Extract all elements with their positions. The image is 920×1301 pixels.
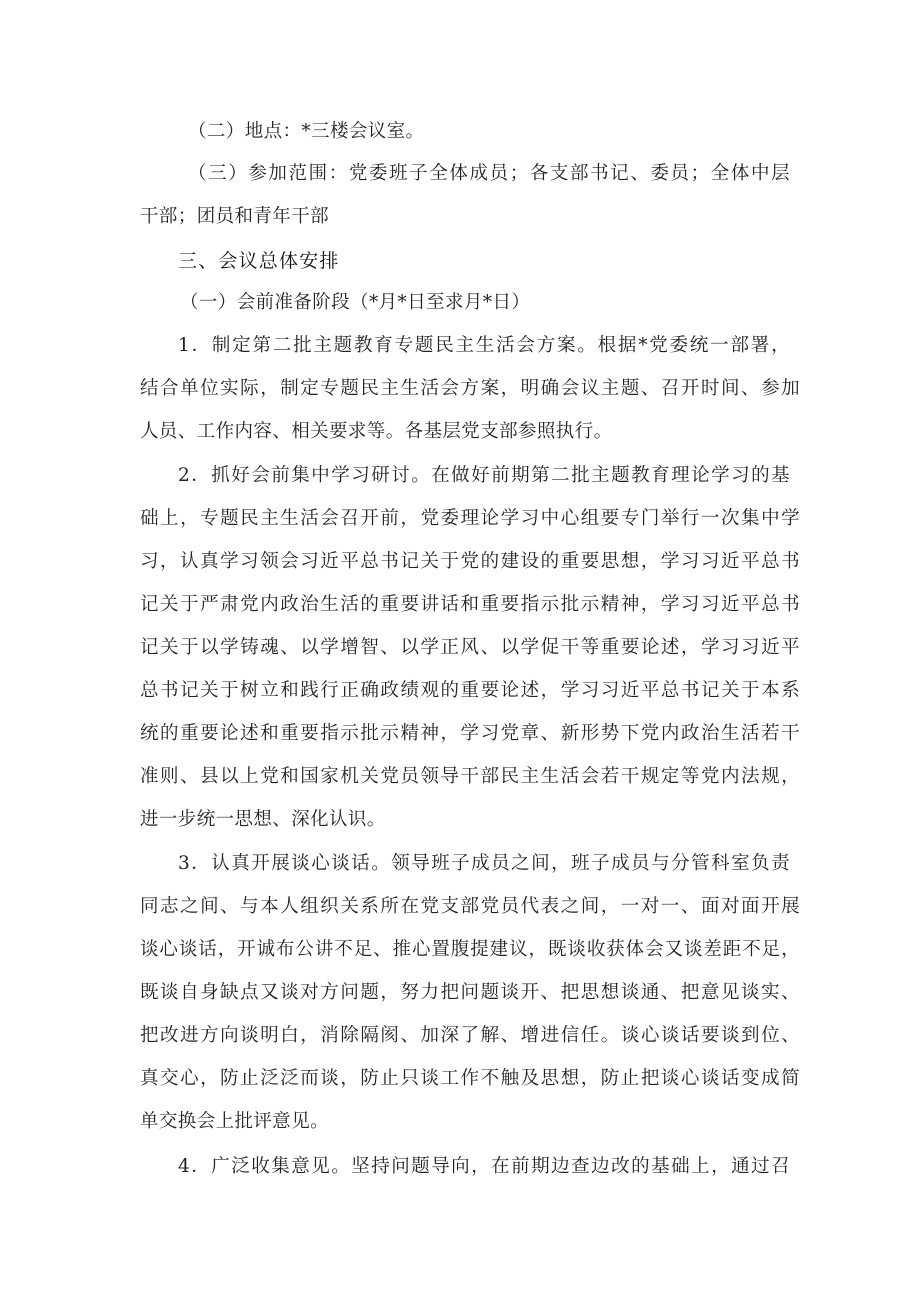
- paragraph-2-line-2: 础上，专题民主生活会召开前，党委理论学习中心组要专门举行一次集中学: [140, 508, 800, 529]
- paragraph-3-line-1: 3．认真开展谈心谈话。领导班子成员之间，班子成员与分管科室负责: [178, 853, 790, 874]
- paragraph-2-line-7: 统的重要论述和重要指示批示精神，学习党章、新形势下党内政治生活若干: [140, 723, 800, 744]
- subsection-heading-preparation: （一）会前准备阶段（*月*日至求月*日）: [180, 292, 531, 313]
- paragraph-3-line-6: 真交心，防止泛泛而谈，防止只谈工作不触及思想，防止把谈心谈话变成简: [140, 1068, 800, 1089]
- section-heading-meeting-arrangement: 三、会议总体安排: [178, 250, 340, 272]
- paragraph-3-line-7: 单交换会上批评意见。: [140, 1111, 330, 1132]
- paragraph-2-line-4: 记关于严肃党内政治生活的重要讲话和重要指示批示精神，学习习近平总书: [140, 594, 800, 615]
- paragraph-2-line-9: 进一步统一思想、深化认识。: [140, 809, 386, 830]
- paragraph-1-line-3: 人员、工作内容、相关要求等。各基层党支部参照执行。: [140, 421, 613, 442]
- paragraph-4-line-1: 4．广泛收集意见。坚持问题导向，在前期边查边改的基础上，通过召: [178, 1156, 790, 1177]
- paragraph-2-line-5: 记关于以学铸魂、以学增智、以学正风、以学促干等重要论述，学习习近平: [140, 637, 800, 658]
- participants-line: （三）参加范围：党委班子全体成员；各支部书记、委员；全体中层: [188, 163, 790, 184]
- paragraph-3-line-2: 同志之间、与本人组织关系所在党支部党员代表之间，一对一、面对面开展: [140, 896, 800, 917]
- participants-line-continued: 干部；团员和青年干部: [140, 206, 330, 227]
- paragraph-2-line-3: 习，认真学习领会习近平总书记关于党的建设的重要思想，学习习近平总书: [140, 551, 800, 572]
- paragraph-2-line-1: 2．抓好会前集中学习研讨。在做好前期第二批主题教育理论学习的基: [178, 465, 790, 486]
- paragraph-3-line-5: 把改进方向谈明白，消除隔阂、加深了解、增进信任。谈心谈话要谈到位、: [140, 1025, 800, 1046]
- paragraph-1-line-1: 1．制定第二批主题教育专题民主生活会方案。根据*党委统一部署，: [178, 335, 790, 356]
- paragraph-3-line-3: 谈心谈话，开诚布公讲不足、推心置腹提建议，既谈收获体会又谈差距不足，: [140, 939, 800, 960]
- paragraph-2-line-6: 总书记关于树立和践行正确政绩观的重要论述，学习习近平总书记关于本系: [140, 680, 800, 701]
- paragraph-3-line-4: 既谈自身缺点又谈对方问题，努力把问题谈开、把思想谈通、把意见谈实、: [140, 982, 800, 1003]
- paragraph-1-line-2: 结合单位实际，制定专题民主生活会方案，明确会议主题、召开时间、参加: [140, 378, 800, 399]
- meeting-location-line: （二）地点：*三楼会议室。: [188, 121, 425, 142]
- paragraph-2-line-8: 准则、县以上党和国家机关党员领导干部民主生活会若干规定等党内法规，: [140, 766, 800, 787]
